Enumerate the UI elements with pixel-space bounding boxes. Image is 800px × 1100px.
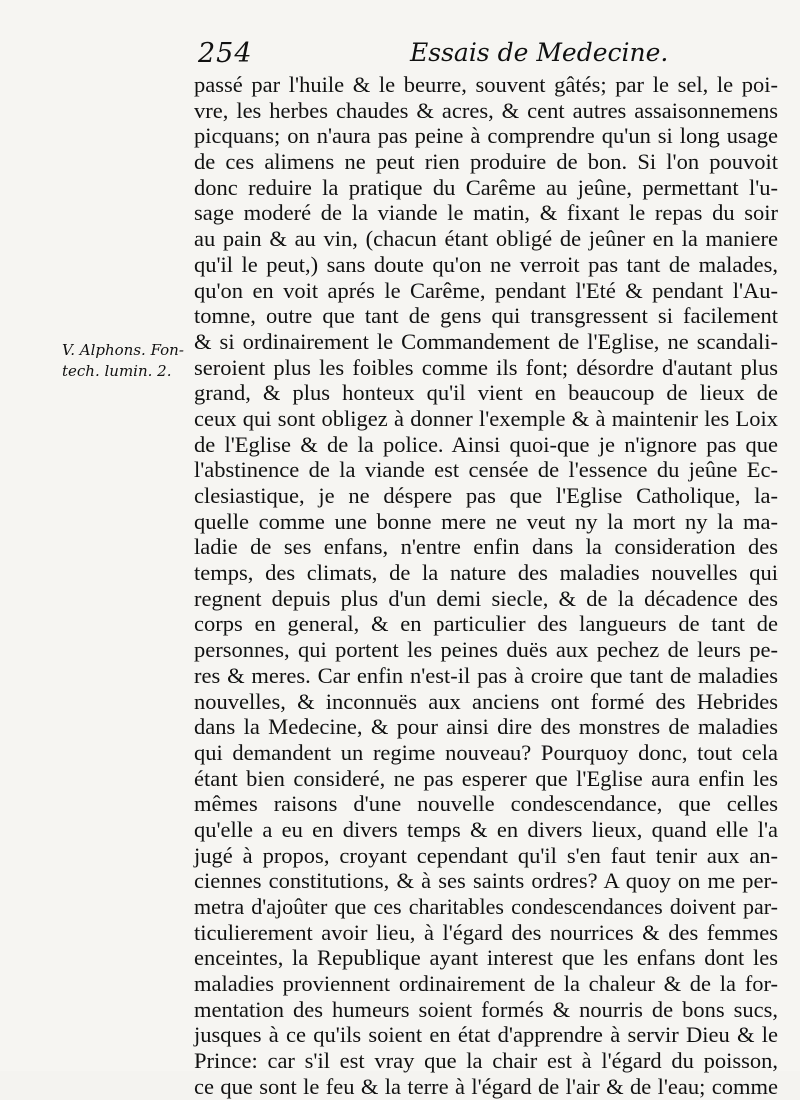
text-line: passé par l'huile & le beurre, souvent gâtés; par le sel, le poi- xyxy=(194,72,778,97)
text-line: au pain & au vin, (chacun étant obligé de jeûner en la maniere xyxy=(194,226,778,252)
text-line: metra d'ajoûter que ces charitables condescendances doivent par- xyxy=(194,894,778,919)
text-line: sage moderé de la viande le matin, & fixant le repas du soir xyxy=(194,200,778,226)
text-line: seroient plus les foibles comme ils font; désordre d'autant plus xyxy=(194,354,778,380)
running-title: Essais de Medecine. xyxy=(410,38,669,67)
text-line: temps, des climats, de la nature des maladies nouvelles qui xyxy=(194,560,778,586)
text-line: mentation des humeurs soient formés & nourris de bons sucs, xyxy=(194,996,778,1022)
page-number: 254 xyxy=(198,38,253,69)
margin-note-line: V. Alphons. Fon- xyxy=(62,341,184,359)
text-line: corps en general, & en particulier des langueurs de tant de xyxy=(194,611,778,637)
text-line: ciennes constitutions, & à ses saints ordres? A quoy on me per- xyxy=(194,868,778,894)
margin-note xyxy=(62,340,190,382)
margin-note-line: tech. lumin. 2. xyxy=(62,362,172,380)
text-line: de l'Eglise & de la police. Ainsi quoi-que je n'ignore pas que xyxy=(194,431,778,457)
text-line: jusques à ce qu'ils soient en état d'apprendre à servir Dieu & le xyxy=(194,1022,778,1048)
body-text xyxy=(194,72,778,1100)
text-line: donc reduire la pratique du Carême au jeûne, permettant l'u- xyxy=(194,174,778,200)
page-header xyxy=(198,32,778,72)
text-line: Prince: car s'il est vray que la chair est à l'égard du poisson, xyxy=(194,1048,778,1074)
text-line: qui demandent un regime nouveau? Pourquoy donc, tout cela xyxy=(194,739,778,765)
text-line: regnent depuis plus d'un demi siecle, & de la décadence des xyxy=(194,585,778,611)
text-line: vre, les herbes chaudes & acres, & cent autres assaisonnemens xyxy=(194,97,778,123)
text-line: quelle comme une bonne mere ne veut ny la mort ny la ma- xyxy=(194,508,778,534)
text-line: qu'elle a eu en divers temps & en divers lieux, quand elle l'a xyxy=(194,816,778,842)
text-line: l'abstinence de la viande est censée de l'essence du jeûne Ec- xyxy=(194,457,778,483)
text-line: ceux qui sont obligez à donner l'exemple & à maintenir les Loix xyxy=(194,405,778,431)
text-line: ce que sont le feu & la terre à l'égard de l'air & de l'eau; comme xyxy=(194,1073,778,1099)
text-line: dans la Medecine, & pour ainsi dire des monstres de maladies xyxy=(194,714,778,740)
text-line: mêmes raisons d'une nouvelle condescendance, que celles xyxy=(194,791,778,817)
text-line: maladies proviennent ordinairement de la chaleur & de la for- xyxy=(194,971,778,997)
text-line: picquans; on n'aura pas peine à comprendre qu'un si long usage xyxy=(194,123,778,149)
text-line: grand, & plus honteux qu'il vient en beaucoup de lieux de xyxy=(194,380,778,406)
text-line: ticulierement avoir lieu, à l'égard des nourrices & des femmes xyxy=(194,919,778,945)
text-line: nouvelles, & inconnuës aux anciens ont formé des Hebrides xyxy=(194,688,778,714)
text-line: tomne, outre que tant de gens qui transgressent si facilement xyxy=(194,303,778,329)
text-line: étant bien consideré, ne pas esperer que l'Eglise aura enfin les xyxy=(194,765,778,791)
text-line: enceintes, la Republique ayant interest que les enfans dont les xyxy=(194,945,778,971)
text-line: de ces alimens ne peut rien produire de bon. Si l'on pouvoit xyxy=(194,149,778,175)
text-line: ladie de ses enfans, n'entre enfin dans la consideration des xyxy=(194,534,778,560)
text-line: clesiastique, je ne déspere pas que l'Eglise Catholique, la- xyxy=(194,483,778,508)
text-line: qu'il le peut,) sans doute qu'on ne verroit pas tant de malades, xyxy=(194,251,778,277)
text-line: res & meres. Car enfin n'est-il pas à croire que tant de maladies xyxy=(194,662,778,688)
text-line: & si ordinairement le Commandement de l'Eglise, ne scandali- xyxy=(194,328,778,354)
text-line: jugé à propos, croyant cependant qu'il s'en faut tenir aux an- xyxy=(194,842,778,868)
text-line: qu'on en voit aprés le Carême, pendant l'Eté & pendant l'Au- xyxy=(194,277,778,303)
text-line: personnes, qui portent les peines duës aux pechez de leurs pe- xyxy=(194,637,778,663)
